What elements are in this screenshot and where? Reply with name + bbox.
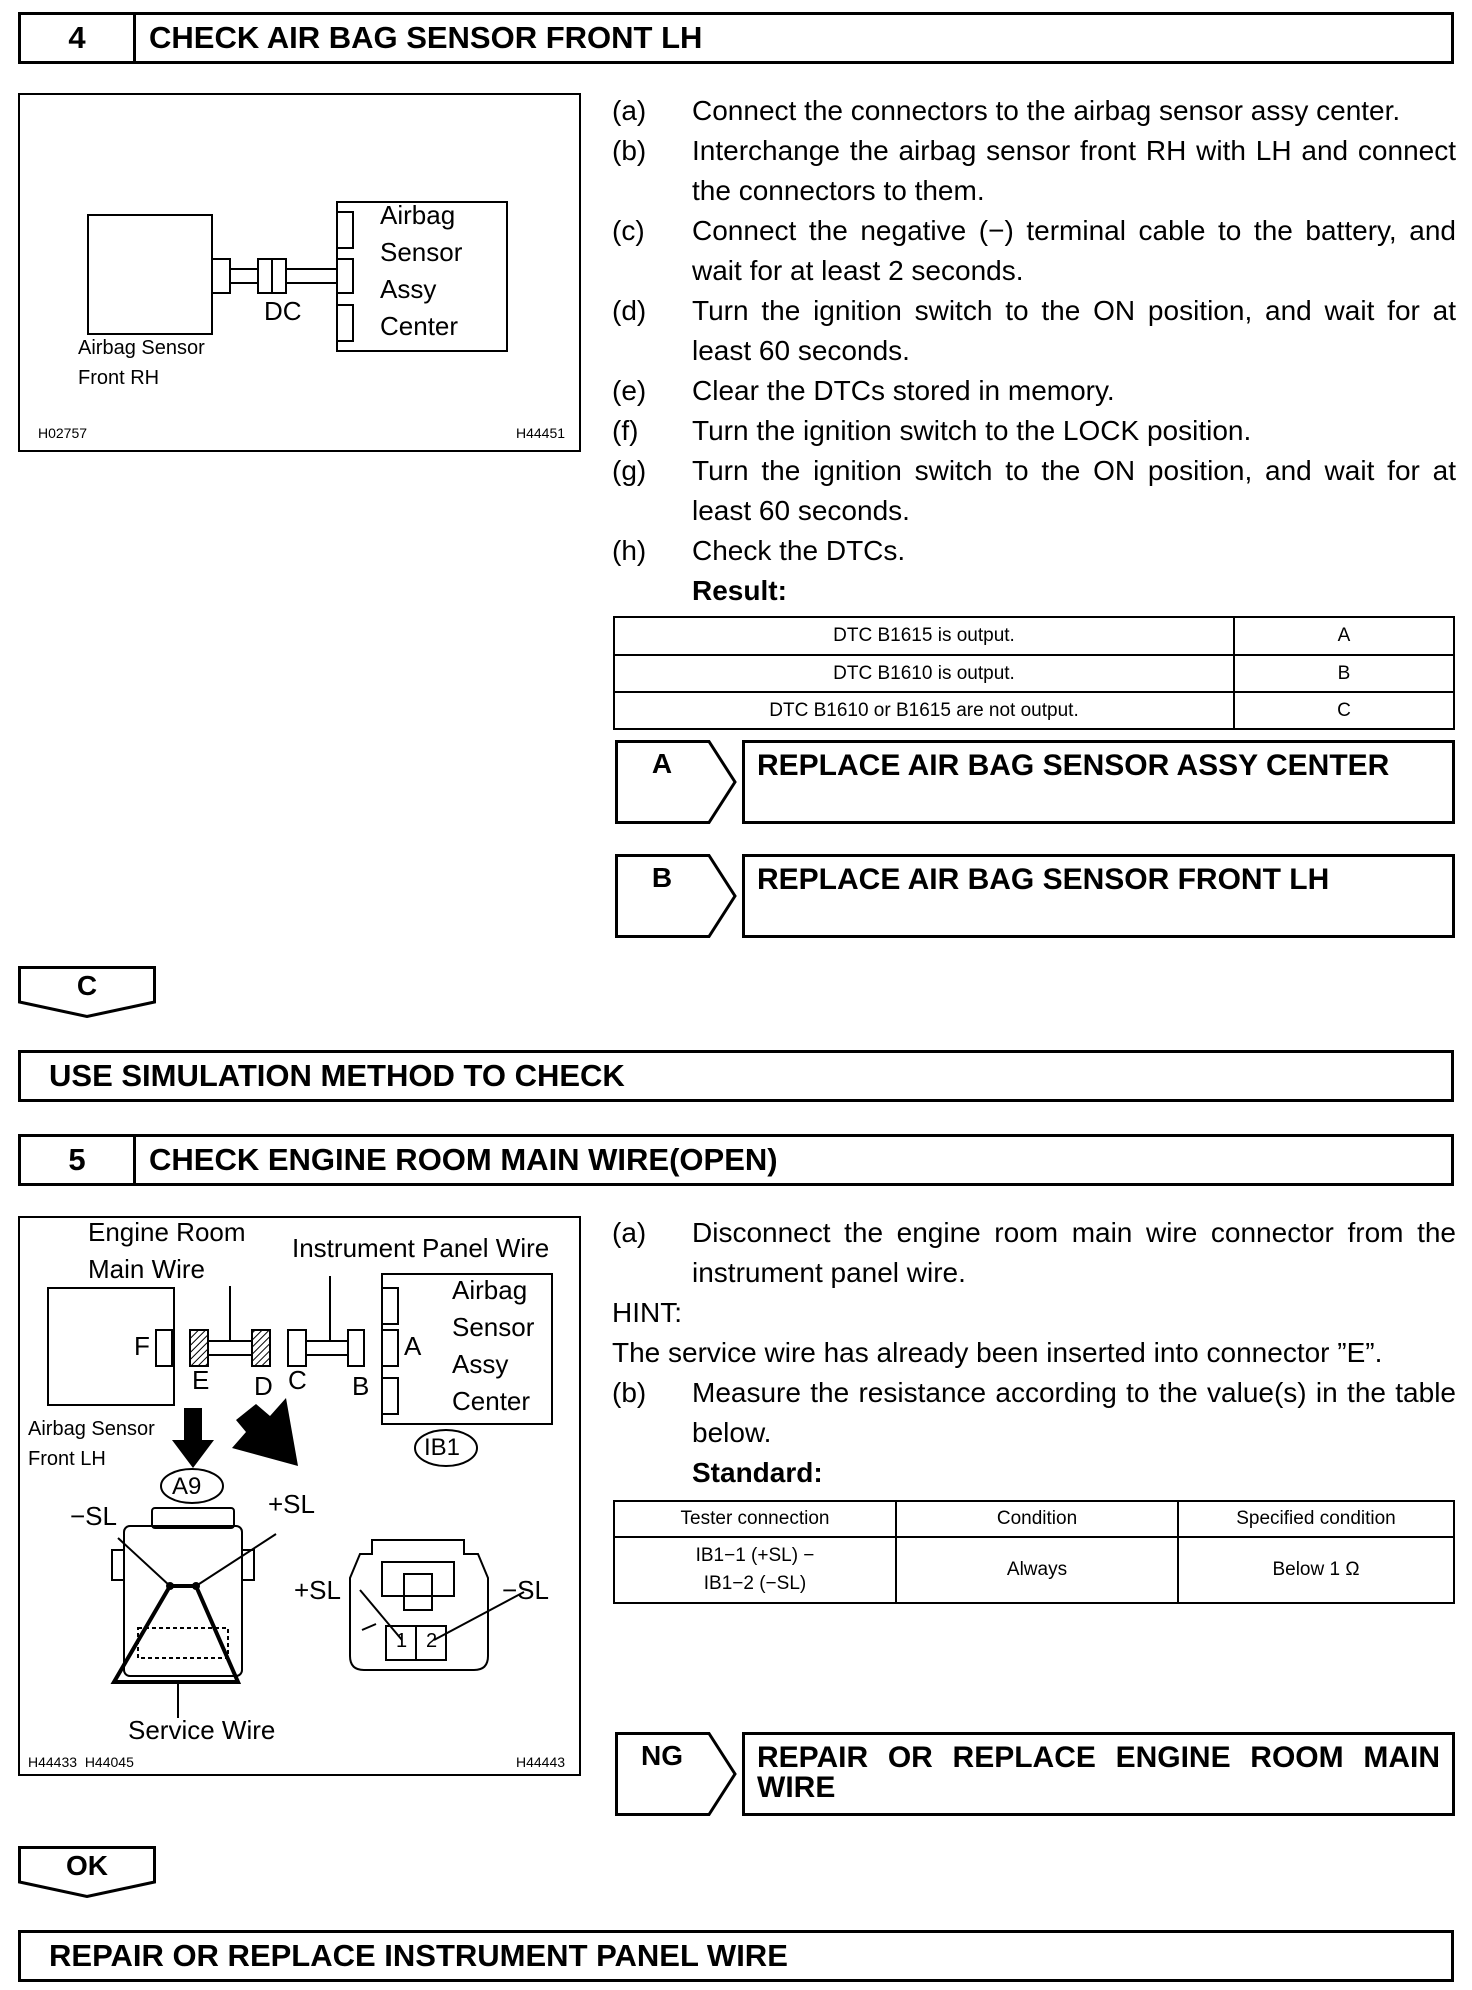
tester-line-2: IB1−2 (−SL) (703, 1573, 807, 1594)
result-condition: DTC B1610 is output. (614, 655, 1234, 692)
hint-label: HINT: (612, 1297, 682, 1328)
ib1-plus-sl-label: +SL (294, 1575, 341, 1605)
result-tag-ng (615, 1732, 737, 1816)
step-letter: (c) (612, 215, 645, 246)
step5-item-a (612, 1213, 1456, 1293)
step4-item-g (612, 451, 1456, 531)
step5-airbag-label-3: Assy (452, 1349, 509, 1379)
step4-airbag-label-4: Center (380, 311, 459, 341)
step4-diagram (20, 95, 583, 454)
a9-label: A9 (172, 1473, 202, 1500)
tester-connection-cell (614, 1537, 896, 1603)
step-letter: (h) (612, 535, 647, 566)
table-row (614, 617, 1454, 655)
table-row (614, 1537, 1454, 1603)
step4-number: 4 (21, 15, 136, 61)
step5-figure (18, 1216, 581, 1776)
step4-item-f (612, 411, 1456, 451)
result-tag-ok (18, 1846, 156, 1898)
result-label: Result: (692, 575, 787, 606)
step-text: Connect the connectors to the airbag sensor assy center. (692, 95, 1401, 126)
step4-figure-id-right: H44451 (516, 425, 566, 441)
pin-1-label: 1 (396, 1630, 408, 1652)
table-header: Specified condition (1178, 1501, 1454, 1537)
step4-item-e (612, 371, 1456, 411)
step5-figure-id-right: H44443 (516, 1754, 566, 1770)
step5-number: 5 (21, 1137, 136, 1183)
step-text: Disconnect the engine room main wire connector from the instrument panel wire. (692, 1217, 1456, 1288)
action-box-ng: REPAIR OR REPLACE ENGINE ROOM MAIN WIRE (742, 1732, 1455, 1816)
simulation-method-bar: USE SIMULATION METHOD TO CHECK (18, 1050, 1454, 1102)
table-row (614, 655, 1454, 692)
connector-b-label: B (352, 1371, 370, 1401)
step5-airbag-label-2: Sensor (452, 1312, 535, 1342)
step4-figure (18, 93, 581, 452)
step-text: Turn the ignition switch to the ON position, and wait for at least 60 seconds. (692, 295, 1456, 366)
step4-front-rh-label-2: Front RH (78, 367, 160, 389)
step4-header (18, 12, 1454, 64)
step4-item-c (612, 211, 1456, 291)
tag-label: OK (66, 1850, 108, 1881)
step4-airbag-label-1: Airbag (380, 200, 456, 230)
ib1-minus-sl-label: −SL (502, 1575, 549, 1605)
service-wire-label: Service Wire (128, 1715, 276, 1745)
condition-cell: Always (896, 1537, 1178, 1603)
result-code: B (1234, 655, 1454, 692)
front-lh-label-1: Airbag Sensor (28, 1418, 155, 1440)
spec-cell: Below 1 Ω (1178, 1537, 1454, 1603)
step4-airbag-label-3: Assy (380, 274, 437, 304)
connector-f-label: F (134, 1331, 150, 1361)
connector-e-label: E (192, 1365, 210, 1395)
step-letter: (d) (612, 295, 647, 326)
step-letter: (b) (612, 135, 647, 166)
result-tag-c (18, 966, 156, 1018)
step4-figure-id-left: H02757 (38, 425, 88, 441)
result-condition: DTC B1615 is output. (614, 617, 1234, 655)
step-text: Connect the negative (−) terminal cable to the battery, and wait for at least 2 seconds. (692, 215, 1456, 286)
step4-airbag-label-2: Sensor (380, 237, 463, 267)
instrument-panel-label: Instrument Panel Wire (292, 1233, 550, 1263)
tag-label: NG (641, 1740, 683, 1771)
tag-label: C (76, 970, 98, 1001)
action-box-b: REPLACE AIR BAG SENSOR FRONT LH (742, 854, 1455, 938)
step-text: Check the DTCs. (692, 535, 906, 566)
step4-front-rh-label-1: Airbag Sensor (78, 337, 205, 359)
action-box-a: REPLACE AIR BAG SENSOR ASSY CENTER (742, 740, 1455, 824)
step-letter: (f) (612, 415, 639, 446)
step5-airbag-label-1: Airbag (452, 1275, 528, 1305)
step5-figure-id-left: H44433 H44045 (28, 1754, 134, 1770)
step-text: Turn the ignition switch to the ON position, and wait for at least 60 seconds. (692, 455, 1456, 526)
step-text: Interchange the airbag sensor front RH with LH and connect the connectors to them. (692, 135, 1456, 206)
step-letter: (a) (612, 95, 647, 126)
step4-item-h (612, 531, 1456, 571)
tag-label: B (651, 862, 673, 893)
final-action-bar: REPAIR OR REPLACE INSTRUMENT PANEL WIRE (18, 1930, 1454, 1982)
step4-dc-label: DC (264, 296, 302, 326)
standard-table (613, 1500, 1455, 1604)
step-letter: (a) (612, 1217, 647, 1248)
step-letter: (b) (612, 1377, 647, 1408)
step5-item-b (612, 1373, 1456, 1453)
step-letter: (e) (612, 375, 647, 406)
ib1-label: IB1 (424, 1434, 461, 1461)
table-header: Condition (896, 1501, 1178, 1537)
standard-label: Standard: (692, 1457, 823, 1488)
result-tag-b (615, 854, 737, 938)
table-header-row (614, 1501, 1454, 1537)
step4-title: CHECK AIR BAG SENSOR FRONT LH (149, 20, 703, 55)
step-letter: (g) (612, 455, 647, 486)
step-text: Measure the resistance according to the value(s) in the table below. (692, 1377, 1456, 1448)
connector-a-label: A (404, 1331, 422, 1361)
step-text: Clear the DTCs stored in memory. (692, 375, 1115, 406)
step4-item-a (612, 91, 1456, 131)
tester-line-1: IB1−1 (+SL) − (695, 1545, 815, 1566)
step5-title: CHECK ENGINE ROOM MAIN WIRE(OPEN) (149, 1142, 778, 1177)
result-condition: DTC B1610 or B1615 are not output. (614, 692, 1234, 729)
engine-room-label-2: Main Wire (88, 1254, 206, 1284)
result-tag-a (615, 740, 737, 824)
step5-header (18, 1134, 1454, 1186)
table-header: Tester connection (614, 1501, 896, 1537)
result-code: A (1234, 617, 1454, 655)
a9-plus-sl-label: +SL (268, 1489, 315, 1519)
step-text: Turn the ignition switch to the LOCK position. (692, 415, 1252, 446)
connector-c-label: C (288, 1365, 307, 1395)
result-code: C (1234, 692, 1454, 729)
step4-item-b (612, 131, 1456, 211)
front-lh-label-2: Front LH (28, 1448, 106, 1470)
step5-airbag-label-4: Center (452, 1386, 531, 1416)
a9-minus-sl-label: −SL (70, 1501, 117, 1531)
connector-d-label: D (254, 1371, 273, 1401)
result-table (613, 616, 1455, 730)
table-row (614, 692, 1454, 729)
hint-text: The service wire has already been inserted into connector ”E”. (612, 1337, 1383, 1368)
step4-item-d (612, 291, 1456, 371)
engine-room-label-1: Engine Room (88, 1217, 246, 1247)
tag-label: A (651, 748, 673, 779)
pin-2-label: 2 (426, 1630, 438, 1652)
